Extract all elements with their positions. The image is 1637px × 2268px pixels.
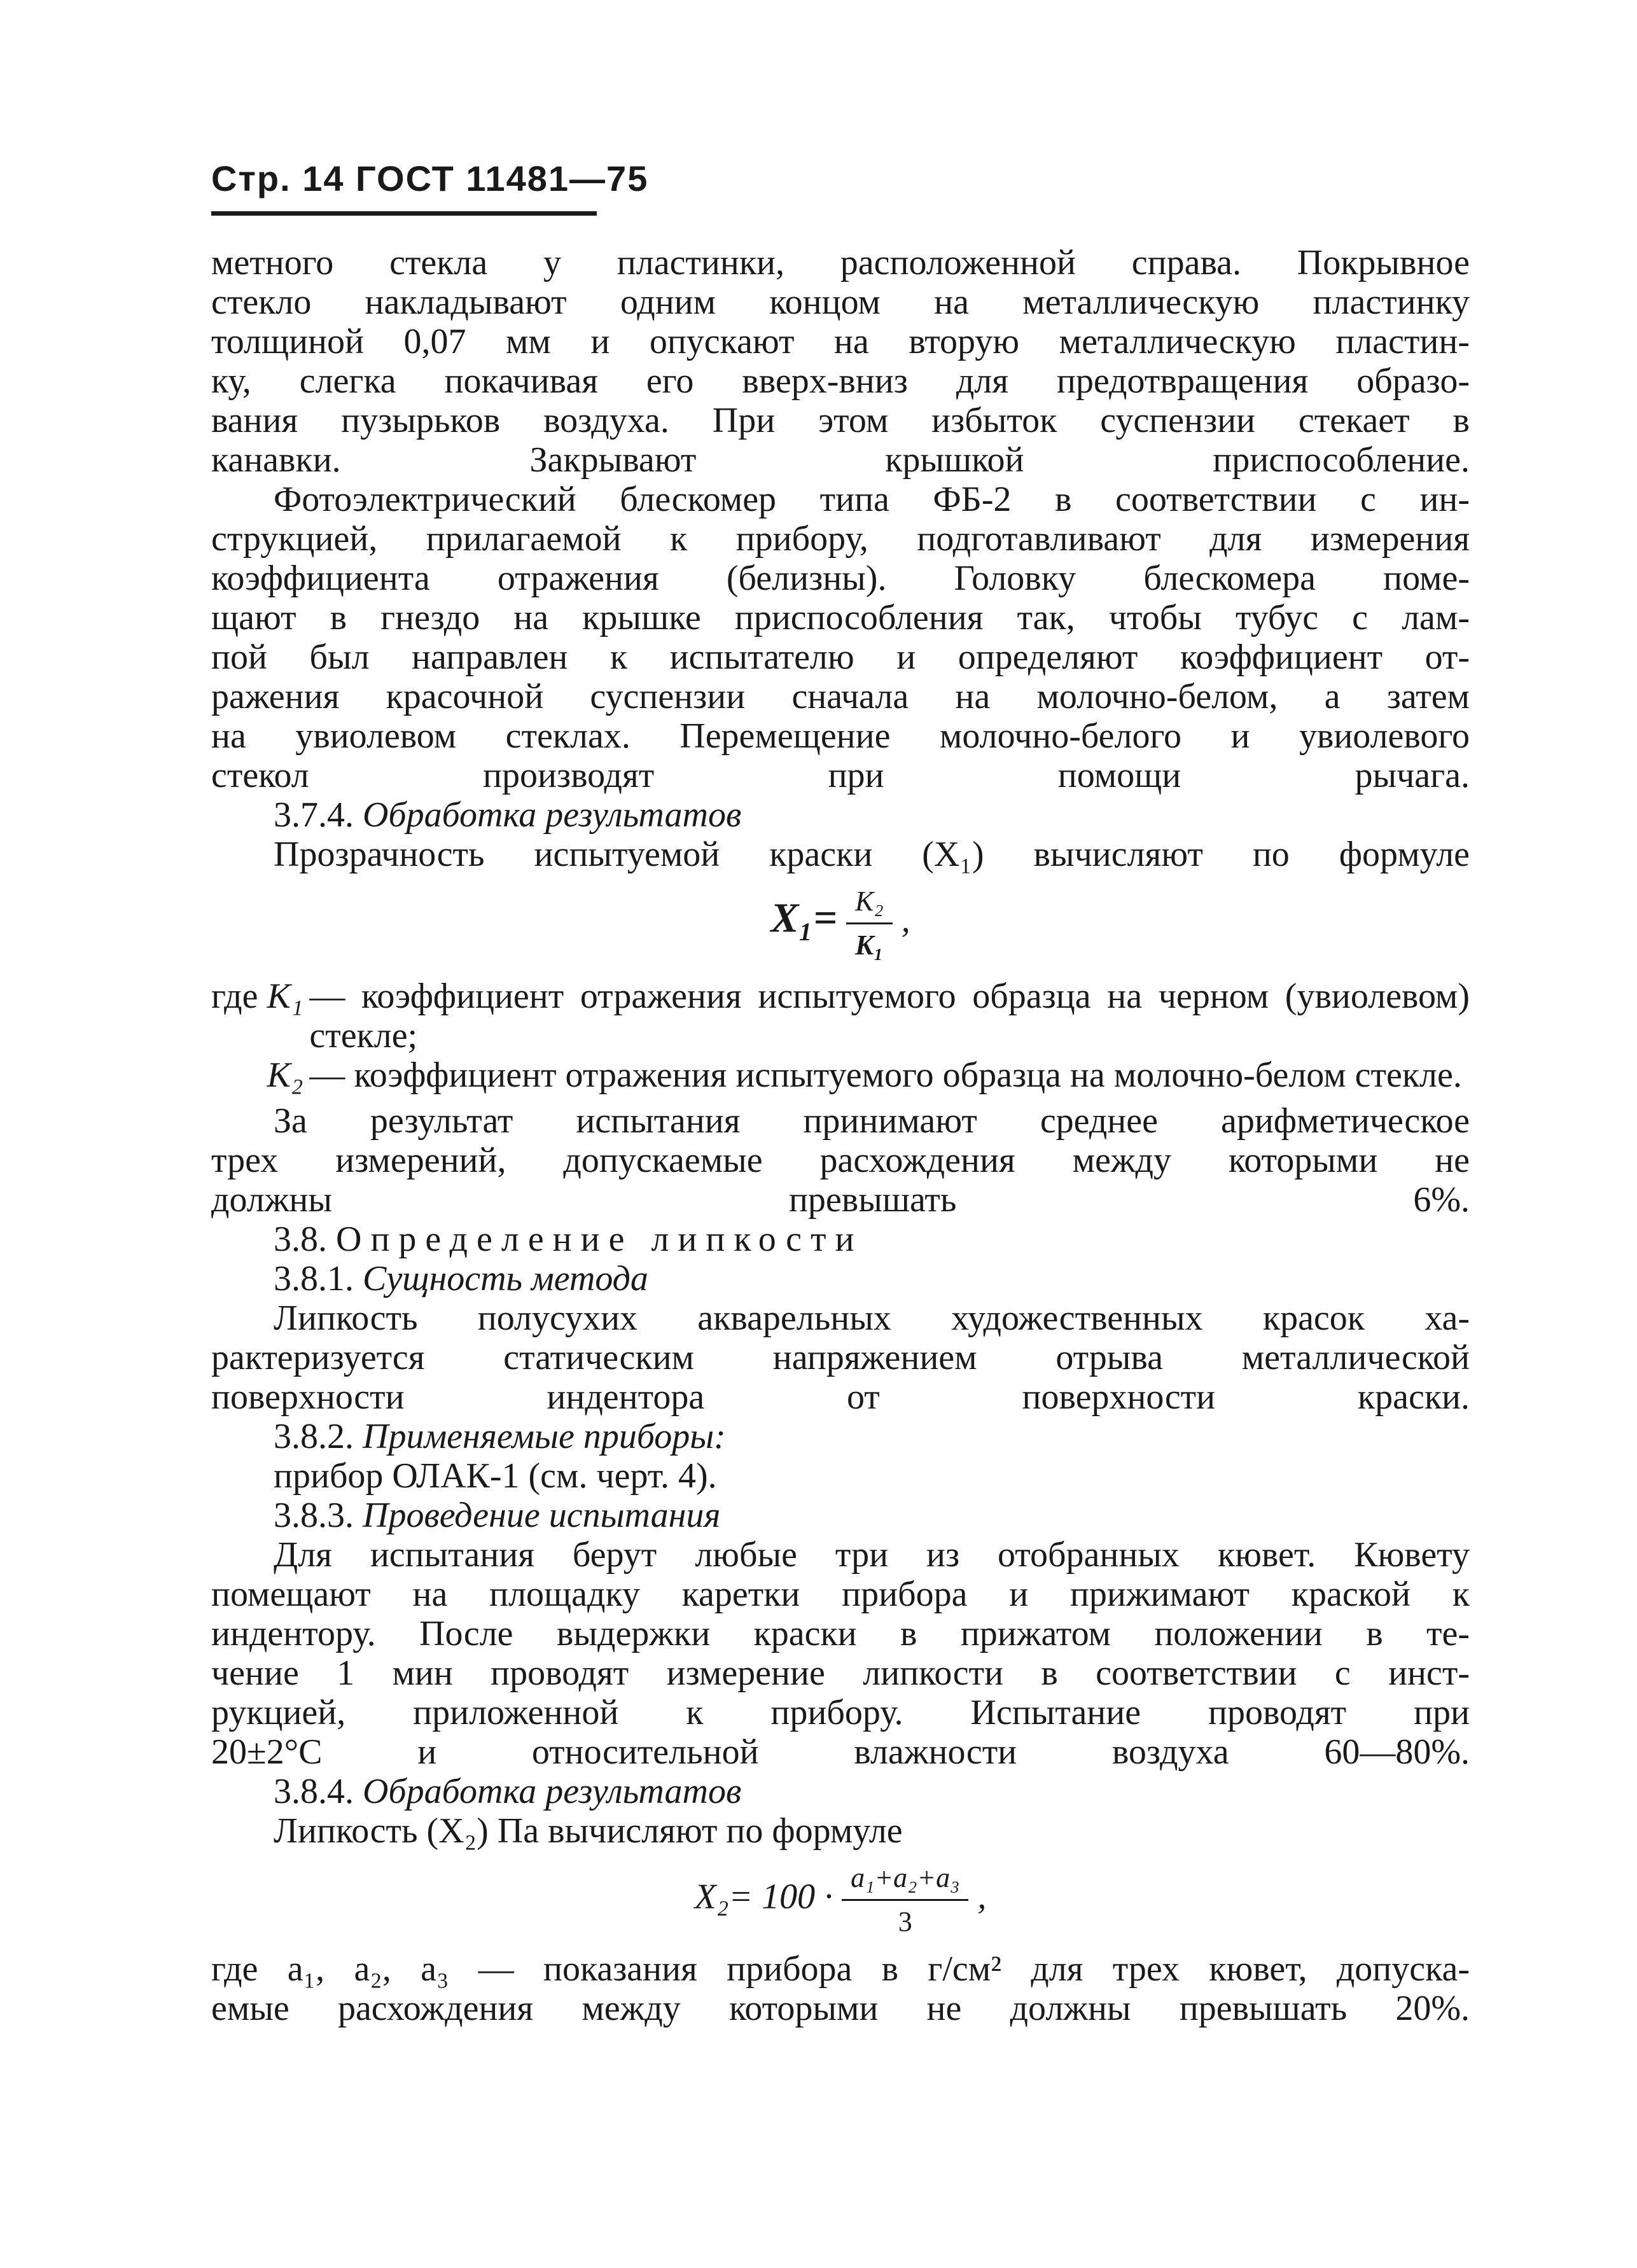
formula-fraction — [842, 1858, 968, 1942]
text-line: где a₁, a₂, a₃ — показания прибора в г/см² для трех кювет, допуска- — [211, 1949, 1470, 1989]
text-line: стекло накладывают одним концом на металлическую пластинку — [211, 282, 1470, 322]
paragraph-3: Прозрачность испытуемой краски (X₁) вычисляют по формуле — [274, 835, 1470, 874]
section-title: Проведение испытания — [363, 1496, 721, 1535]
paragraph-6: прибор ОЛАК-1 (см. черт. 4). — [274, 1456, 717, 1496]
text-line: За результат испытания принимают среднее арифметическое — [274, 1101, 1470, 1141]
text-line: емые расхождения между которыми не должны превышать 20%. — [211, 1989, 1470, 2028]
text-line: ку, слегка покачивая его вверх-вниз для предотвращения образо- — [211, 361, 1470, 401]
section-title: Сущность метода — [363, 1259, 648, 1298]
section-3-7-4-heading — [211, 795, 1470, 835]
formula-lhs: X₁= — [770, 894, 837, 942]
section-number: 3.8.1. — [274, 1259, 354, 1298]
section-title: Применяемые приборы: — [363, 1417, 726, 1456]
text-line: поверхности индентора от поверхности краски. — [211, 1377, 1470, 1417]
text-line: толщиной 0,07 мм и опускают на вторую металлическую пластин- — [211, 322, 1470, 361]
header-rule — [211, 211, 597, 216]
formula-transparency — [211, 882, 1470, 965]
formula-end: , — [977, 1877, 987, 1917]
text-line: вания пузырьков воздуха. При этом избыток суспензии стекает в — [211, 401, 1470, 440]
text-line: должны превышать 6%. — [211, 1180, 1470, 1220]
text-line: струкцией, прилагаемой к прибору, подготавливают для измерения — [211, 519, 1470, 559]
paragraph-5 — [211, 1298, 1470, 1417]
paragraph-4 — [211, 1101, 1470, 1220]
text-line: канавки. Закрывают крышкой приспособление. — [211, 440, 1470, 480]
text-line: рактеризуется статическим напряжением отрыва металлической — [211, 1338, 1470, 1377]
formula-denominator: 3 — [898, 1906, 912, 1937]
legend-k1-definition: — коэффициент отражения испытуемого образца на черном (увиолевом) стекле; — [309, 977, 1470, 1055]
text-line: коэффициента отражения (белизны). Головку блескомера поме- — [211, 559, 1470, 598]
formula-denominator: K₁ — [854, 929, 884, 961]
formula-end: , — [901, 900, 910, 940]
text-line: помещают на площадку каретки прибора и прижимают краской к — [211, 1575, 1470, 1614]
formula-legend — [211, 977, 1470, 1095]
paragraph-8: Липкость (X₂) Па вычисляют по формуле — [274, 1811, 903, 1851]
text-line: на увиолевом стеклах. Перемещение молочно-белого и увиолевого — [211, 716, 1470, 756]
section-3-8-heading — [211, 1220, 1470, 1259]
section-3-8-2-heading — [211, 1417, 1470, 1456]
section-title: Определение липкости — [336, 1220, 863, 1259]
section-title: Обработка результатов — [363, 1772, 742, 1811]
section-number: 3.8. — [274, 1220, 327, 1259]
section-3-8-4-heading — [211, 1772, 1470, 1811]
paragraph-9 — [211, 1949, 1470, 2028]
section-title: Обработка результатов — [363, 795, 742, 835]
text-line: стекол производят при помощи рычага. — [211, 756, 1470, 795]
section-number: 3.8.4. — [274, 1772, 354, 1811]
paragraph-1 — [211, 243, 1470, 480]
text-line: рукцией, приложенной к прибору. Испытание проводят при — [211, 1693, 1470, 1732]
section-number: 3.8.2. — [274, 1417, 354, 1456]
text-line: индентору. После выдержки краски в прижатом положении в те- — [211, 1614, 1470, 1653]
page-header: Стр. 14 ГОСТ 11481—75 — [211, 158, 649, 198]
text-line: трех измерений, допускаемые расхождения между которыми не — [211, 1141, 1470, 1180]
text-line: Для испытания берут любые три из отобранных кювет. Кювету — [274, 1535, 1470, 1575]
formula-numerator: K₂ — [846, 882, 893, 924]
legend-k2-cell — [211, 1055, 303, 1095]
text-line: метного стекла у пластинки, расположенной справа. Покрывное — [211, 243, 1470, 282]
text-line: чение 1 мин проводят измерение липкости в соответствии с инст- — [211, 1653, 1470, 1693]
legend-k2-symbol: K₂ — [267, 1055, 303, 1095]
text-line: Фотоэлектрический блескомер типа ФБ-2 в соответствии с ин- — [274, 480, 1470, 519]
paragraph-7 — [211, 1535, 1470, 1772]
text-line: Липкость полусухих акварельных художественных красок ха- — [274, 1298, 1470, 1338]
section-number: 3.7.4. — [274, 795, 354, 835]
legend-k2-definition: — коэффициент отражения испытуемого образца на молочно-белом стекле. — [309, 1055, 1462, 1095]
text-line: ражения красочной суспензии сначала на молочно-белом, а затем — [211, 677, 1470, 716]
section-3-8-3-heading — [211, 1496, 1470, 1535]
formula-numerator: a₁+a₂+a₃ — [842, 1858, 968, 1901]
formula-fraction — [846, 882, 893, 965]
page-body — [211, 243, 1470, 2028]
formula-lhs: X₂= 100 · — [694, 1877, 833, 1917]
legend-k1-symbol: K₁ — [267, 977, 303, 1016]
legend-prefix — [211, 977, 303, 1055]
legend-where: где — [211, 977, 258, 1016]
paragraph-2 — [211, 480, 1470, 795]
section-number: 3.8.3. — [274, 1496, 354, 1535]
text-line: пой был направлен к испытателю и определяют коэффициент от- — [211, 637, 1470, 677]
section-3-8-1-heading — [211, 1259, 1470, 1298]
text-line: 20±2°С и относительной влажности воздуха 60—80%. — [211, 1732, 1470, 1772]
formula-tackiness — [211, 1858, 1470, 1942]
text-line: щают в гнездо на крышке приспособления так, чтобы тубус с лам- — [211, 598, 1470, 637]
